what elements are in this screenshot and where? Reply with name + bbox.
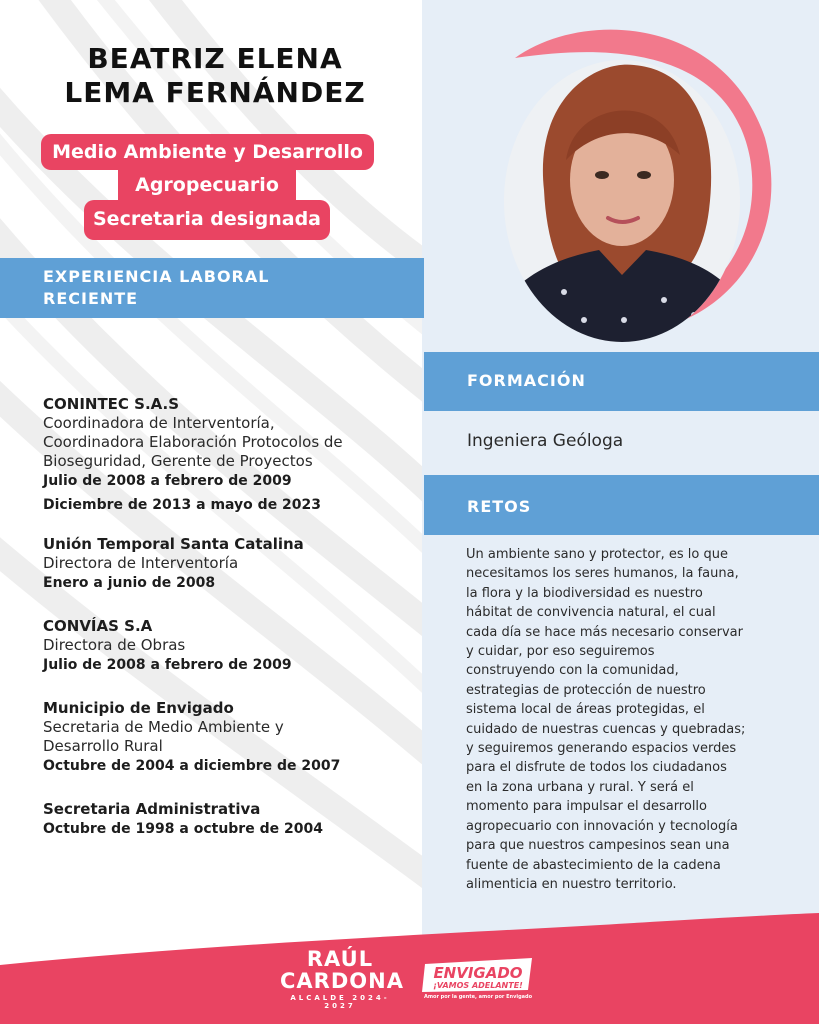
envigado-tagline: Amor por la gente, amor por Envigado bbox=[423, 994, 533, 1000]
job-description: Directora de Obras bbox=[43, 636, 186, 654]
job-company: Municipio de Envigado bbox=[43, 699, 234, 717]
job-description: Desarrollo Rural bbox=[43, 737, 163, 755]
experience-header bbox=[0, 258, 424, 318]
retos-line: momento para impulsar el desarrollo bbox=[466, 799, 707, 815]
job-description: Coordinadora Elaboración Protocolos de bbox=[43, 433, 343, 451]
retos-line: la flora y la biodiversidad es nuestro bbox=[466, 585, 703, 601]
retos-line: cuidado de nuestras cuencas y quebradas; bbox=[466, 721, 746, 737]
retos-line: agropecuario con innovación y tecnología bbox=[466, 818, 738, 834]
logo-name-line-2: CARDONA bbox=[280, 969, 404, 993]
job-dates: Octubre de 1998 a octubre de 2004 bbox=[43, 821, 323, 837]
job-dates: Octubre de 2004 a diciembre de 2007 bbox=[43, 758, 341, 774]
experience-header-line-2: RECIENTE bbox=[43, 289, 139, 308]
job-description: Secretaria de Medio Ambiente y bbox=[43, 718, 284, 736]
role-line-3: Secretaria designada bbox=[84, 200, 330, 240]
job-description: Bioseguridad, Gerente de Proyectos bbox=[43, 452, 313, 470]
job-dates: Julio de 2008 a febrero de 2009 bbox=[43, 473, 292, 489]
formacion-value: Ingeniera Geóloga bbox=[467, 431, 624, 451]
job-description: Directora de Interventoría bbox=[43, 554, 239, 572]
retos-line: para el disfrute de todos los ciudadanos bbox=[466, 760, 727, 776]
portrait-illustration bbox=[504, 60, 740, 342]
retos-line: Un ambiente sano y protector, es lo que bbox=[466, 547, 728, 562]
job-dates: Diciembre de 2013 a mayo de 2023 bbox=[43, 497, 322, 513]
retos-header: RETOS bbox=[424, 475, 819, 535]
candidate-photo bbox=[504, 60, 740, 342]
envigado-logo bbox=[420, 956, 535, 1004]
role-line-2: Agropecuario bbox=[118, 170, 296, 204]
retos-line: estrategias de protección de nuestro bbox=[466, 682, 706, 698]
job-item bbox=[43, 698, 413, 777]
raul-cardona-logo bbox=[280, 947, 404, 1010]
retos-line: sistema local de áreas protegidas, el bbox=[466, 702, 705, 718]
retos-line: cada día se hace más necesario conservar bbox=[466, 624, 743, 640]
job-company: Unión Temporal Santa Catalina bbox=[43, 535, 304, 553]
retos-line: hábitat de convivencia natural, el cual bbox=[466, 605, 716, 621]
name-line-1: BEATRIZ ELENA bbox=[87, 42, 343, 75]
job-description: Coordinadora de Interventoría, bbox=[43, 414, 275, 432]
footer-wave bbox=[0, 905, 819, 1024]
job-company: Secretaria Administrativa bbox=[43, 800, 261, 818]
retos-line: alimenticia en nuestro territorio. bbox=[466, 876, 677, 892]
retos-line: y cuidar, por eso seguiremos bbox=[466, 644, 655, 660]
job-item bbox=[43, 394, 413, 516]
job-item bbox=[43, 534, 413, 594]
portrait-frame bbox=[475, 18, 775, 336]
retos-line: y seguiremos generando espacios verdes bbox=[466, 741, 737, 757]
envigado-word: ENVIGADO bbox=[433, 964, 523, 982]
retos-line: para que nuestros campesinos sean una bbox=[466, 838, 730, 854]
job-company: CONVÍAS S.A bbox=[43, 617, 153, 635]
formacion-header: FORMACIÓN bbox=[424, 352, 819, 411]
job-dates: Enero a junio de 2008 bbox=[43, 575, 216, 591]
name-line-2: LEMA FERNÁNDEZ bbox=[64, 76, 366, 109]
role-line-1: Medio Ambiente y Desarrollo bbox=[41, 134, 374, 170]
retos-line: necesitamos los seres humanos, la fauna, bbox=[466, 566, 739, 582]
retos-line: construyendo con la comunidad, bbox=[466, 663, 679, 679]
job-item bbox=[43, 799, 413, 840]
logo-name-line-1: RAÚL bbox=[306, 947, 374, 971]
job-dates: Julio de 2008 a febrero de 2009 bbox=[43, 657, 292, 673]
experience-header-line-1: EXPERIENCIA LABORAL bbox=[43, 267, 270, 286]
candidate-name bbox=[30, 42, 400, 110]
job-item bbox=[43, 616, 413, 676]
job-list bbox=[43, 394, 413, 853]
retos-paragraph bbox=[466, 545, 806, 894]
retos-line: fuente de abastecimiento de la cadena bbox=[466, 857, 721, 873]
job-company: CONINTEC S.A.S bbox=[43, 395, 180, 413]
envigado-slogan: ¡VAMOS ADELANTE! bbox=[433, 981, 523, 990]
retos-line: en la zona urbana y rural. Y será el bbox=[466, 779, 694, 795]
logo-subtitle: ALCALDE 2024-2027 bbox=[290, 994, 390, 1010]
